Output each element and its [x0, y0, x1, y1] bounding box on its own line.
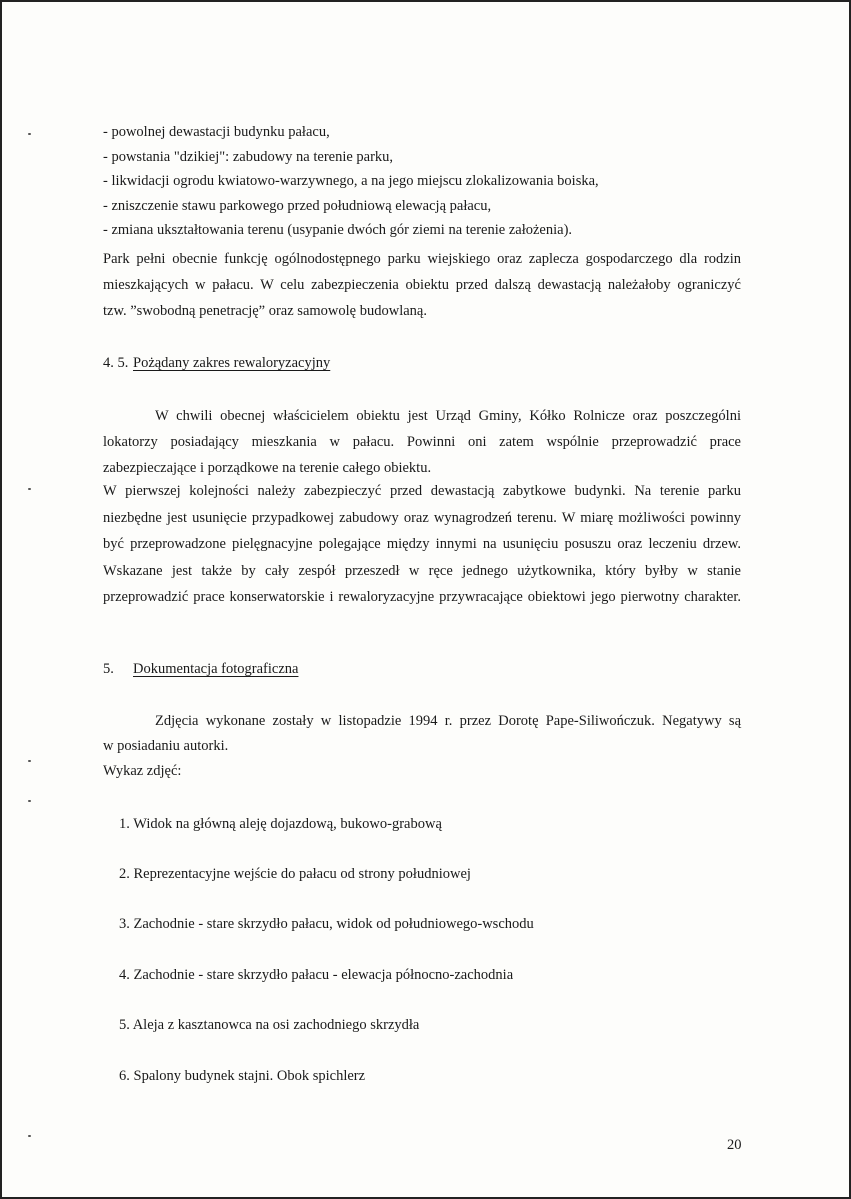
paragraph-line: mieszkających w pałacu. W celu zabezpieczenia obiektu przed dalszą dewastacją należałoby ograniczyć	[103, 277, 741, 293]
park-paragraph	[103, 246, 741, 324]
paragraph-line: być przeprowadzone pielęgnacyjne polegające między innymi na usunięciu posuszu oraz leczeniu drzew.	[103, 536, 741, 552]
section-number: 5.	[103, 661, 114, 677]
scan-edge-mark	[28, 133, 31, 135]
paragraph-line: zabezpieczające i porządkowe na terenie całego obiektu.	[103, 460, 432, 476]
photo-list-item: 4. Zachodnie - stare skrzydło pałacu - elewacja północno-zachodnia	[119, 967, 514, 983]
scan-edge-mark	[28, 800, 31, 802]
paragraph-line: przeprowadzić prace konserwatorskie i rewaloryzacyjne przywracające obiektowi jego pierwotny charakter.	[103, 589, 741, 605]
paragraph-line: Zdjęcia wykonane zostały w listopadzie 1994 r. przez Dorotę Pape-Siliwończuk. Negatywy są	[155, 713, 741, 729]
paragraph-line: niezbędne jest usunięcie przypadkowej zabudowy oraz wynagrodzeń terenu. W miarę możliwości powinny	[103, 509, 741, 526]
photo-list-item: 3. Zachodnie - stare skrzydło pałacu, widok od południowego-wschodu	[119, 916, 534, 932]
damage-list	[103, 120, 741, 243]
scan-edge-mark	[28, 760, 31, 762]
owner-paragraph	[103, 403, 741, 481]
page-number: 20	[727, 1137, 742, 1153]
paragraph-line: W pierwszej kolejności należy zabezpieczyć przed dewastacją zabytkowe budynki. Na terenie parku	[103, 483, 741, 499]
section-heading-4-5	[103, 355, 330, 372]
paragraph-line: w posiadaniu autorki.	[103, 738, 229, 754]
photo-list-item: 5. Aleja z kasztanowca na osi zachodniego skrzydła	[119, 1017, 420, 1033]
scan-edge-mark	[28, 488, 31, 490]
scan-edge-mark	[28, 1135, 31, 1137]
photo-list-item: 1. Widok na główną aleję dojazdową, bukowo-grabową	[119, 816, 442, 832]
section-number: 4. 5.	[103, 355, 129, 371]
paragraph-line: Park pełni obecnie funkcję ogólnodostępnego parku wiejskiego oraz zaplecza gospodarczego dla rodzin	[103, 251, 741, 267]
list-item: - zmiana ukształtowania terenu (usypanie dwóch gór ziemi na terenie założenia).	[103, 222, 573, 238]
photos-paragraph	[103, 709, 741, 784]
list-item: - powolnej dewastacji budynku pałacu,	[103, 124, 330, 140]
photo-list-item: 6. Spalony budynek stajni. Obok spichlerz	[119, 1068, 366, 1084]
section-title: Pożądany zakres rewaloryzacyjny	[133, 355, 331, 371]
paragraph-line: Wskazane jest także by cały zespół przeszedł w ręce jednego użytkownika, który byłby w stanie	[103, 562, 741, 579]
photo-list-item: 2. Reprezentacyjne wejście do pałacu od strony południowej	[119, 866, 471, 882]
list-item: - powstania "dzikiej": zabudowy na terenie parku,	[103, 148, 394, 165]
photo-list-title: Wykaz zdjęć:	[103, 763, 182, 779]
priority-paragraph	[103, 478, 741, 611]
paragraph-line: lokatorzy posiadający mieszkania w pałacu. Powinni oni zatem wspólnie przeprowadzić prace	[103, 434, 741, 450]
paragraph-line: tzw. ”swobodną penetrację” oraz samowolę budowlaną.	[103, 303, 427, 319]
list-item: - zniszczenie stawu parkowego przed południową elewacją pałacu,	[103, 197, 492, 214]
section-title: Dokumentacja fotograficzna	[133, 661, 299, 677]
section-heading-5	[103, 661, 298, 678]
paragraph-line: W chwili obecnej właścicielem obiektu jest Urząd Gminy, Kółko Rolnicze oraz poszczególni	[155, 408, 741, 424]
list-item: - likwidacji ogrodu kwiatowo-warzywnego, a na jego miejscu zlokalizowania boiska,	[103, 173, 599, 189]
